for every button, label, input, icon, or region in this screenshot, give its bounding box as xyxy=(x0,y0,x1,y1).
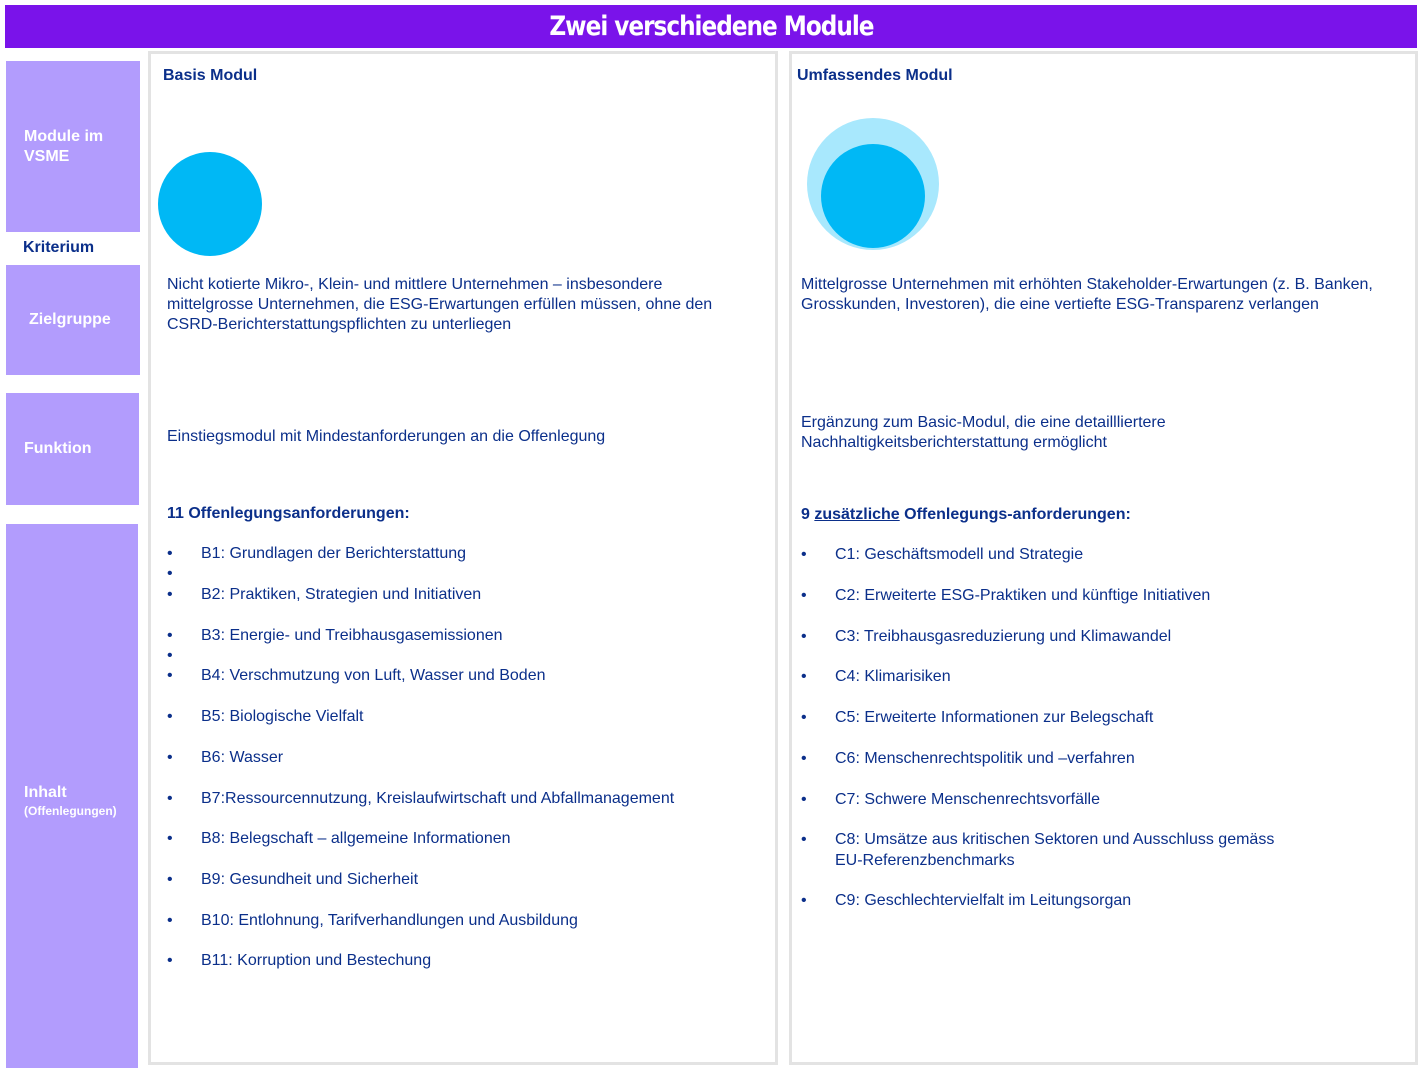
basis-zielgruppe xyxy=(167,275,712,335)
title-bar xyxy=(5,5,1417,48)
bullet: • xyxy=(167,912,173,929)
basis-inhalt-heading: 11 Offenlegungsanforderungen: xyxy=(167,505,410,522)
bullet: • xyxy=(801,628,807,645)
list-item-text: B3: Energie- und Treibhausgasemissionen xyxy=(201,627,503,644)
kriterium-label: Kriterium xyxy=(23,239,95,256)
basis-zielgruppe-line: mittelgrosse Unternehmen, die ESG-Erwartungen erfüllen müssen, ohne den xyxy=(167,296,713,313)
page-title: Zwei verschiedene Module xyxy=(548,11,874,42)
list-item-text: B7:Ressourcennutzung, Kreislaufwirtschaft und Abfallmanagement xyxy=(201,790,675,807)
list-item-text: B9: Gesundheit und Sicherheit xyxy=(201,871,419,888)
list-item-text: C1: Geschäftsmodell und Strategie xyxy=(835,546,1084,563)
criterion-inhalt-label: Inhalt xyxy=(24,784,67,801)
list-item-text: B10: Entlohnung, Tarifverhandlungen und Ausbildung xyxy=(201,912,578,929)
list-item-text: B1: Grundlagen der Berichterstattung xyxy=(201,545,467,562)
bullet: • xyxy=(167,749,173,766)
heading-underlined: zusätzliche xyxy=(814,506,900,523)
bullet: • xyxy=(167,586,173,603)
list-item-text: C9: Geschlechtervielfalt im Leitungsorgan xyxy=(835,892,1132,909)
bullet: • xyxy=(801,831,807,848)
umfassend-funktion-line: Ergänzung zum Basic-Modul, die eine detaillliertere xyxy=(801,414,1166,431)
bullet: • xyxy=(167,952,173,969)
criterion-funktion-label: Funktion xyxy=(24,440,92,457)
criterion-funktion xyxy=(6,393,139,505)
list-item-text: B2: Praktiken, Strategien und Initiativen xyxy=(201,586,482,603)
criterion-module xyxy=(6,61,140,232)
bullet: • xyxy=(167,647,173,664)
basis-zielgruppe-line: Nicht kotierte Mikro-, Klein- und mittlere Unternehmen – insbesondere xyxy=(167,276,663,293)
umfassend-zielgruppe-line: Grosskunden, Investoren), die eine vertiefte ESG-Transparenz verlangen xyxy=(801,296,1319,313)
basis-funktion: Einstiegsmodul mit Mindestanforderungen an die Offenlegung xyxy=(167,428,606,445)
list-item-text: C2: Erweiterte ESG-Praktiken und künftige Initiativen xyxy=(835,587,1211,604)
criterion-inhalt xyxy=(6,524,138,1068)
bullet: • xyxy=(167,708,173,725)
list-item-text: B8: Belegschaft – allgemeine Informationen xyxy=(201,830,511,847)
umfassend-title: Umfassendes Modul xyxy=(797,67,953,84)
list-item-text: C4: Klimarisiken xyxy=(835,668,951,685)
criterion-inhalt-sublabel: (Offenlegungen) xyxy=(24,804,117,818)
bullet: • xyxy=(167,871,173,888)
umfassend-inhalt-heading xyxy=(801,505,1131,525)
list-item-text: B6: Wasser xyxy=(201,749,284,766)
umfassend-zielgruppe xyxy=(801,275,1373,315)
list-item-text-continued: EU-Referenzbenchmarks xyxy=(835,852,1015,869)
bullet: • xyxy=(801,546,807,563)
bullet: • xyxy=(801,892,807,909)
bullet: • xyxy=(167,565,173,582)
list-item-text: C3: Treibhausgasreduzierung und Klimawandel xyxy=(835,628,1172,645)
umfassend-zielgruppe-line: Mittelgrosse Unternehmen mit erhöhten Stakeholder-Erwartungen (z. B. Banken, xyxy=(801,276,1373,293)
bullet: • xyxy=(801,668,807,685)
criterion-zielgruppe-label: Zielgruppe xyxy=(29,311,111,328)
bullet: • xyxy=(801,709,807,726)
list-item-text: C7: Schwere Menschenrechtsvorfälle xyxy=(835,791,1101,808)
umfassend-funktion-line: Nachhaltigkeitsberichterstattung ermöglicht xyxy=(801,434,1107,451)
bullet: • xyxy=(167,830,173,847)
basis-title: Basis Modul xyxy=(163,67,258,84)
bullet: • xyxy=(167,790,173,807)
list-item-text: C8: Umsätze aus kritischen Sektoren und Ausschluss gemäss xyxy=(835,831,1275,848)
umfassend-funktion xyxy=(801,413,1166,453)
basis-circle-icon xyxy=(158,152,262,256)
list-item-text: B11: Korruption und Bestechung xyxy=(201,952,432,969)
criterion-zielgruppe xyxy=(6,265,140,375)
list-item-text: C6: Menschenrechtspolitik und –verfahren xyxy=(835,750,1135,767)
bullet: • xyxy=(167,545,173,562)
umfassend-circle-icon xyxy=(821,144,925,248)
bullet: • xyxy=(801,587,807,604)
list-item-text: B5: Biologische Vielfalt xyxy=(201,708,364,725)
list-item-text: C5: Erweiterte Informationen zur Belegschaft xyxy=(835,709,1154,726)
list-item-text: B4: Verschmutzung von Luft, Wasser und Boden xyxy=(201,667,546,684)
heading-part: 9 xyxy=(801,506,815,523)
bullet: • xyxy=(167,627,173,644)
criterion-module-label: Module im VSME xyxy=(24,127,104,165)
bullet: • xyxy=(801,791,807,808)
heading-part: Offenlegungs-anforderungen: xyxy=(899,506,1131,523)
bullet: • xyxy=(801,750,807,767)
basis-zielgruppe-line: CSRD-Berichterstattungspflichten zu unterliegen xyxy=(167,316,512,333)
bullet: • xyxy=(167,667,173,684)
